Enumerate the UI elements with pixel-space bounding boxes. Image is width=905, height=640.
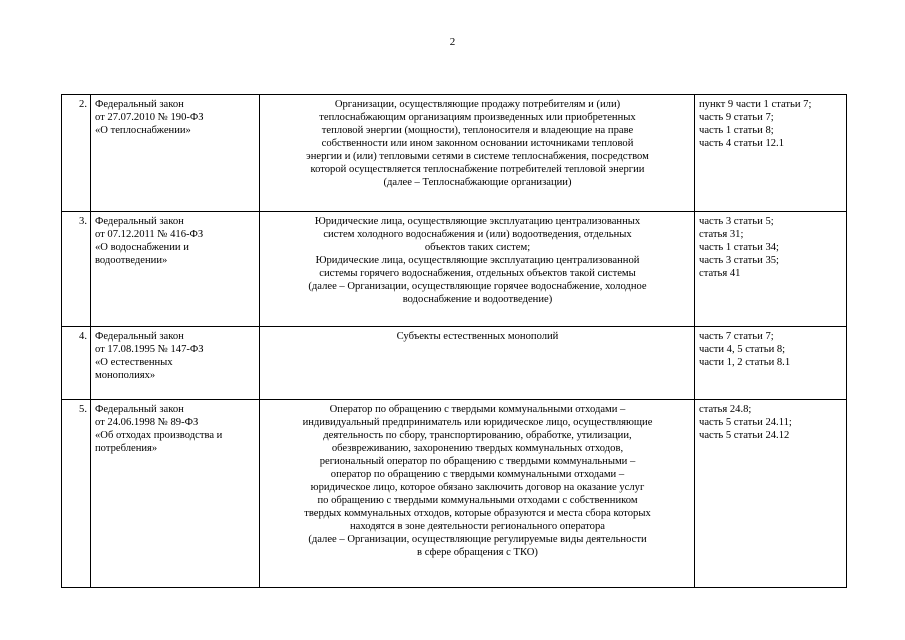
article-references-line: часть 9 статьи 7;: [699, 112, 774, 123]
law-reference-line: «О теплоснабжении»: [95, 125, 191, 136]
regulated-subjects-line: систем холодного водоснабжения и (или) водоотведения, отдельных: [323, 229, 632, 240]
regulated-subjects-line: находятся в зоне деятельности регионального оператора: [350, 521, 605, 532]
article-references-line: часть 3 статьи 35;: [699, 255, 779, 266]
law-reference: [91, 95, 260, 212]
regulated-subjects-line: собственности или ином законном основании источниками тепловой: [321, 138, 634, 149]
regulated-subjects-line: теплоснабжающим организациям произведенных или приобретенных: [319, 112, 636, 123]
law-reference: [91, 400, 260, 588]
table-row: [62, 95, 847, 212]
law-reference-line: Федеральный закон: [95, 99, 184, 110]
row-number: 2.: [62, 95, 91, 212]
article-references: [695, 95, 847, 212]
table-row: [62, 327, 847, 400]
regulated-subjects-line: которой осуществляется теплоснабжение потребителей тепловой энергии: [310, 164, 645, 175]
article-references-line: часть 4 статьи 12.1: [699, 138, 784, 149]
regulated-subjects-line: юридическое лицо, которое обязано заключить договор на оказание услуг: [310, 482, 645, 493]
regulated-subjects-line: водоснабжение и водоотведение): [402, 294, 553, 305]
regulated-subjects-line: (далее – Организации, осуществляющие регулируемые виды деятельности: [308, 534, 647, 545]
regulated-subjects-line: Юридические лица, осуществляющие эксплуатацию централизованной: [315, 255, 640, 266]
regulated-subjects-line: (далее – Организации, осуществляющие горячее водоснабжение, холодное: [308, 281, 647, 292]
regulated-subjects-line: в сфере обращения с ТКО): [417, 547, 538, 558]
article-references-line: статья 41: [699, 268, 741, 279]
law-reference: [91, 212, 260, 327]
row-number: 5.: [62, 400, 91, 588]
regulated-subjects-line: системы горячего водоснабжения, отдельных объектов такой системы: [319, 268, 636, 279]
article-references-line: часть 7 статьи 7;: [699, 331, 774, 342]
page-number: 2: [449, 36, 456, 48]
article-references-line: части 4, 5 статьи 8;: [699, 344, 786, 355]
regulated-subjects-line: объектов таких систем;: [424, 242, 531, 253]
article-references: [695, 212, 847, 327]
law-reference-line: от 24.06.1998 № 89-ФЗ: [95, 417, 199, 428]
regulated-subjects-line: тепловой энергии (мощности), теплоносителя и владеющие на праве: [321, 125, 634, 136]
regulated-subjects-line: энергии и (или) тепловыми сетями в системе теплоснабжения, посредством: [306, 151, 649, 162]
law-reference-line: Федеральный закон: [95, 331, 184, 342]
regulated-subjects: [260, 95, 695, 212]
regulated-subjects-line: деятельность по сбору, транспортированию, обработке, утилизации,: [323, 430, 632, 441]
law-reference-line: Федеральный закон: [95, 404, 184, 415]
article-references-line: часть 5 статьи 24.12: [699, 430, 790, 441]
table-row: [62, 212, 847, 327]
law-reference-line: «О водоснабжении и: [95, 242, 189, 253]
article-references-line: пункт 9 части 1 статьи 7;: [699, 99, 812, 110]
law-reference-line: от 07.12.2011 № 416-ФЗ: [95, 229, 204, 240]
law-reference: [91, 327, 260, 400]
regulated-subjects-line: Организации, осуществляющие продажу потребителям и (или): [334, 99, 621, 110]
law-reference-line: от 17.08.1995 № 147-ФЗ: [95, 344, 204, 355]
regulated-subjects-line: обезвреживанию, захоронению твердых коммунальных отходов,: [331, 443, 624, 454]
regulated-subjects-line: Юридические лица, осуществляющие эксплуатацию централизованных: [314, 216, 641, 227]
article-references-line: статья 31;: [699, 229, 744, 240]
article-references-line: часть 1 статьи 8;: [699, 125, 774, 136]
legal-acts-table: [61, 94, 847, 588]
regulated-subjects-line: по обращению с твердыми коммунальными отходами с собственником: [317, 495, 638, 506]
regulated-subjects-line: Субъекты естественных монополий: [396, 331, 559, 342]
regulated-subjects-line: региональный оператор по обращению с твердыми коммунальными –: [319, 456, 636, 467]
law-reference-line: потребления»: [95, 443, 158, 454]
regulated-subjects: [260, 327, 695, 400]
article-references-line: часть 3 статьи 5;: [699, 216, 774, 227]
regulated-subjects-line: Оператор по обращению с твердыми коммунальными отходами –: [329, 404, 626, 415]
regulated-subjects: [260, 212, 695, 327]
article-references: [695, 327, 847, 400]
article-references-line: статья 24.8;: [699, 404, 752, 415]
regulated-subjects-line: твердых коммунальных отходов, которые образуются и места сбора которых: [304, 508, 651, 519]
law-reference-line: от 27.07.2010 № 190-ФЗ: [95, 112, 204, 123]
law-reference-line: Федеральный закон: [95, 216, 184, 227]
row-number: 3.: [62, 212, 91, 327]
regulated-subjects-line: оператор по обращению с твердыми коммунальными отходами –: [330, 469, 625, 480]
law-reference-line: водоотведении»: [95, 255, 168, 266]
law-reference-line: «О естественных: [95, 357, 173, 368]
article-references: [695, 400, 847, 588]
article-references-line: часть 1 статьи 34;: [699, 242, 779, 253]
law-reference-line: «Об отходах производства и: [95, 430, 223, 441]
regulated-subjects-line: индивидуальный предприниматель или юридическое лицо, осуществляющие: [302, 417, 653, 428]
table-row: [62, 400, 847, 588]
article-references-line: часть 5 статьи 24.11;: [699, 417, 792, 428]
law-reference-line: монополиях»: [95, 370, 156, 381]
article-references-line: части 1, 2 статьи 8.1: [699, 357, 791, 368]
regulated-subjects: [260, 400, 695, 588]
regulated-subjects-line: (далее – Теплоснабжающие организации): [383, 177, 572, 188]
row-number: 4.: [62, 327, 91, 400]
